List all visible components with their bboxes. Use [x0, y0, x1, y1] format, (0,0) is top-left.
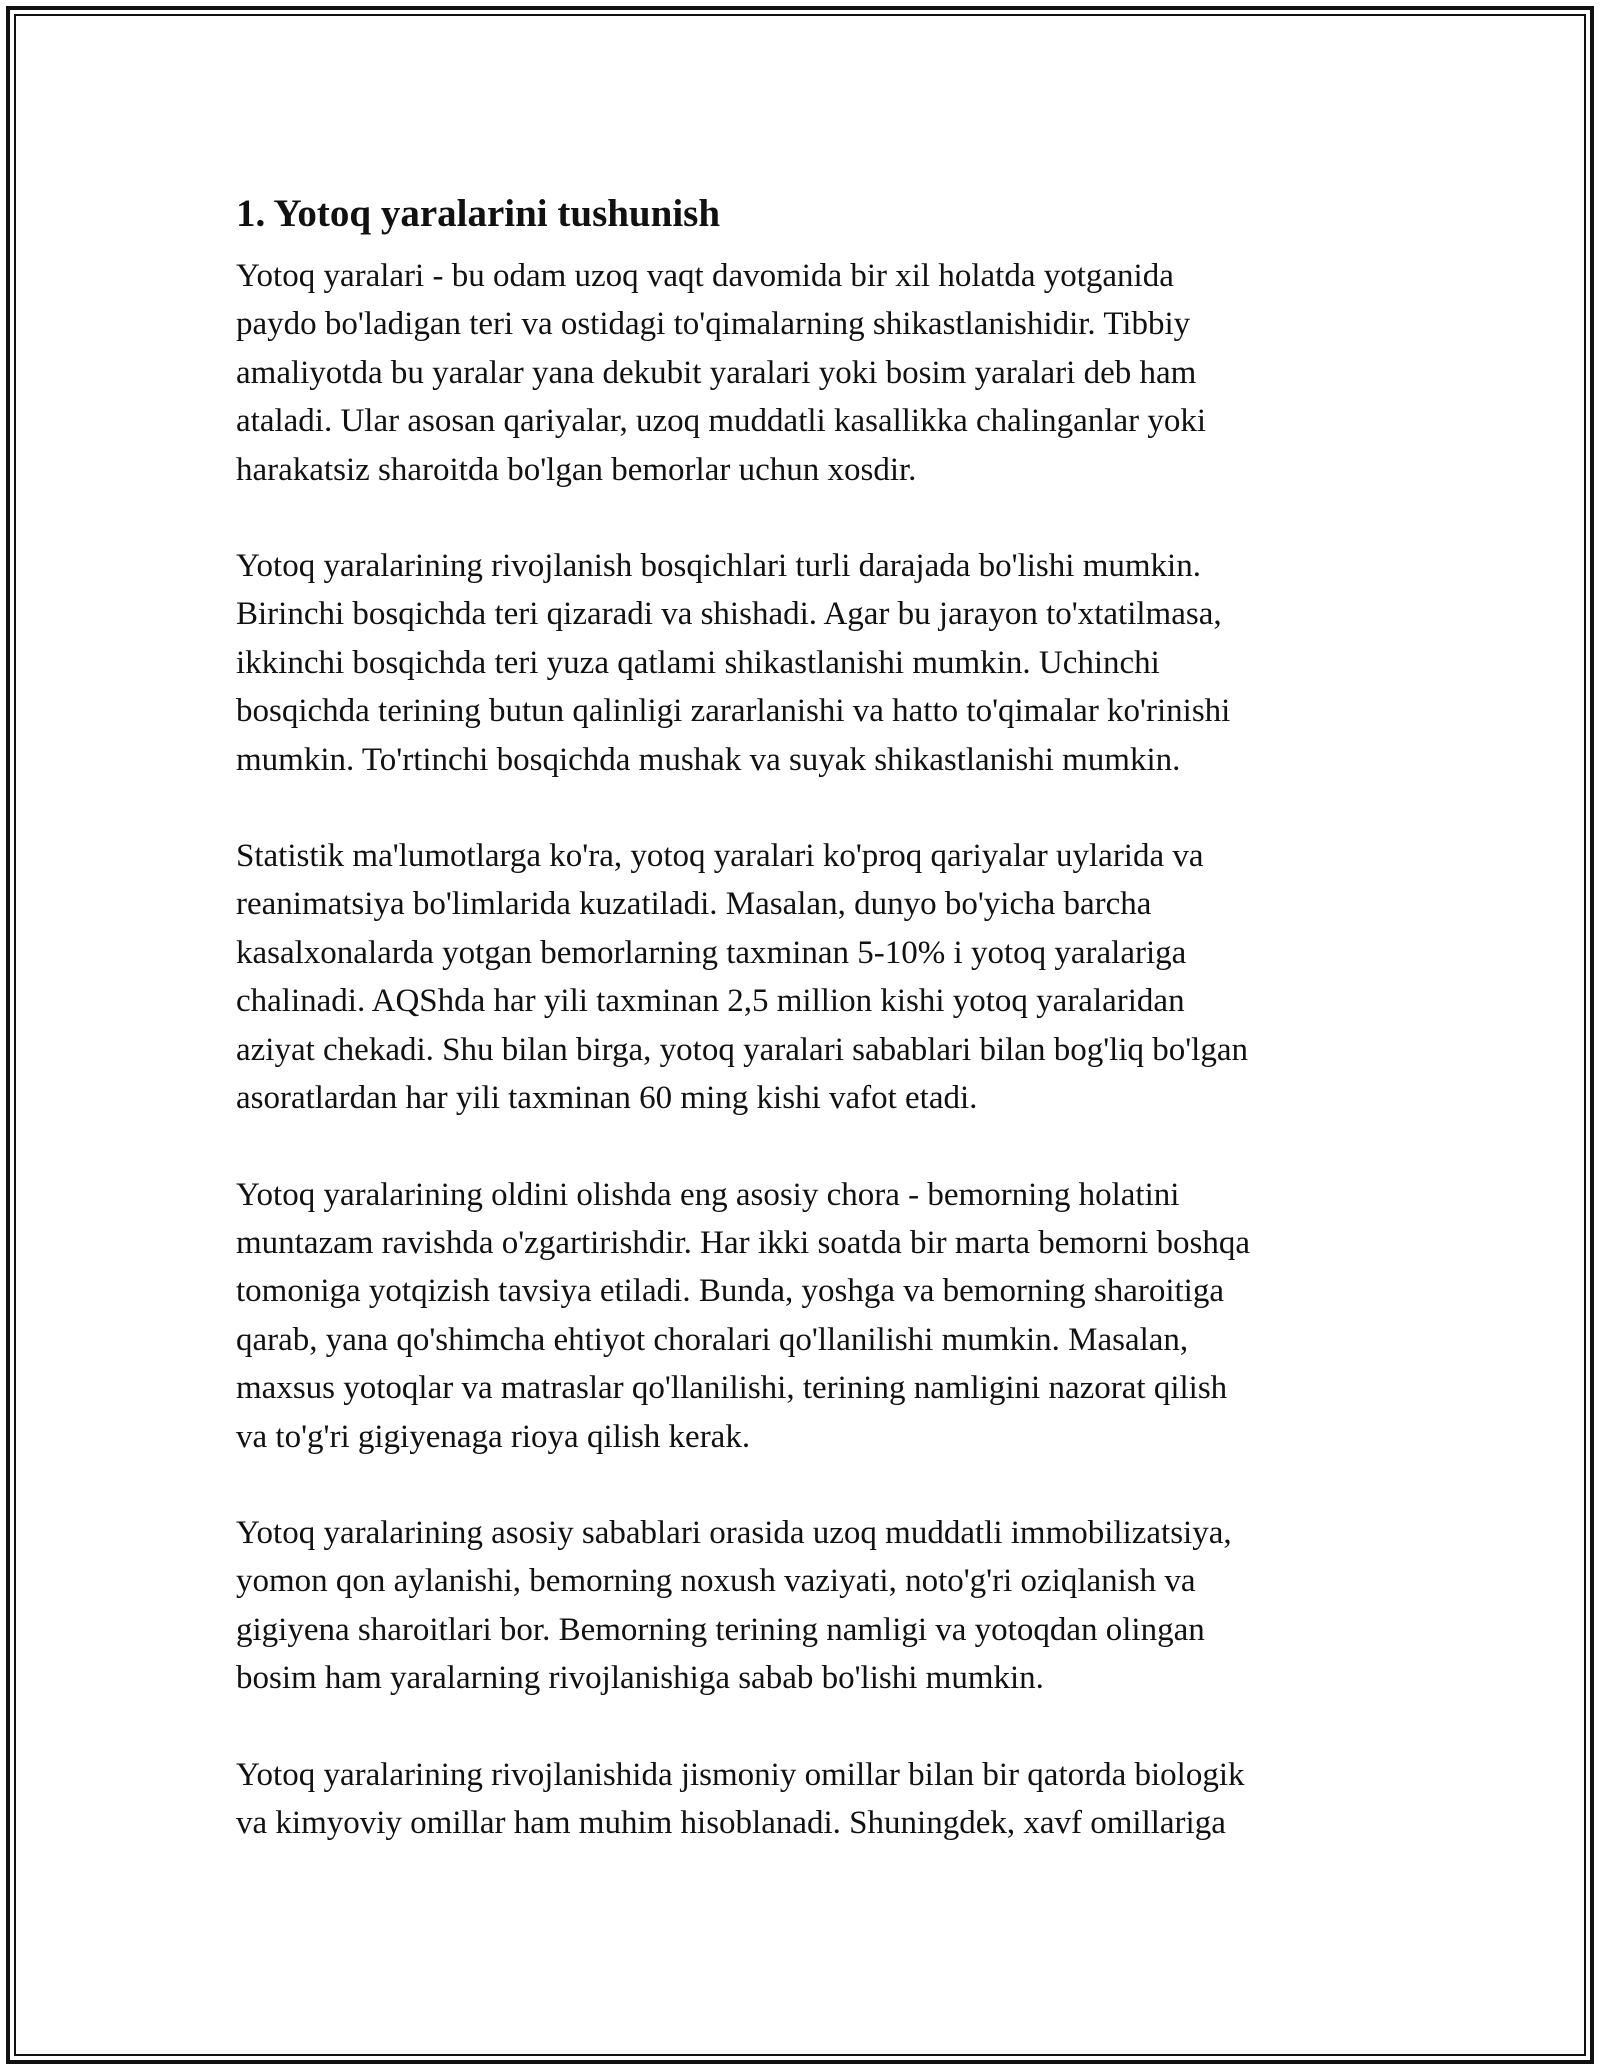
text-line: bosqichda terining butun qalinligi zararlanishi va hatto to'qimalar ko'rinishi: [236, 693, 1231, 730]
text-line: ikkinchi bosqichda teri yuza qatlami shikastlanishi mumkin. Uchinchi: [236, 644, 1160, 681]
text-line: Yotoq yaralarining asosiy sabablari orasida uzoq muddatli immobilizatsiya,: [236, 1514, 1232, 1551]
paragraph-statistics: [236, 832, 1376, 1122]
text-line: qarab, yana qo'shimcha ehtiyot choralari qo'llanilishi mumkin. Masalan,: [236, 1321, 1189, 1358]
paragraph-prevention: [236, 1171, 1376, 1461]
text-line: aziyat chekadi. Shu bilan birga, yotoq yaralari sabablari bilan bog'liq bo'lgan: [236, 1031, 1248, 1068]
text-line: ataladi. Ular asosan qariyalar, uzoq muddatli kasallikka chalinganlar yoki: [236, 403, 1207, 440]
text-line: gigiyena sharoitlari bor. Bemorning terining namligi va yotoqdan olingan: [236, 1611, 1205, 1648]
text-line: maxsus yotoqlar va matraslar qo'llanilishi, terining namligini nazorat qilish: [236, 1370, 1228, 1407]
text-line: bosim ham yaralarning rivojlanishiga sabab bo'lishi mumkin.: [236, 1660, 1044, 1697]
text-line: Yotoq yaralarining rivojlanishida jismoniy omillar bilan bir qatorda biologik: [236, 1756, 1245, 1793]
document-body: [236, 186, 1376, 1895]
text-line: amaliyotda bu yaralar yana dekubit yaralari yoki bosim yaralari deb ham: [236, 354, 1197, 391]
text-line: chalinadi. AQShda har yili taxminan 2,5 million kishi yotoq yaralaridan: [236, 983, 1185, 1020]
text-line: Birinchi bosqichda teri qizaradi va shishadi. Agar bu jarayon to'xtatilmasa,: [236, 596, 1222, 633]
paragraph-definition: [236, 252, 1376, 494]
text-line: kasalxonalarda yotgan bemorlarning taxminan 5-10% i yotoq yaralariga: [236, 934, 1187, 971]
text-line: Statistik ma'lumotlarga ko'ra, yotoq yaralari ko'proq qariyalar uylarida va: [236, 838, 1204, 875]
text-line: va kimyoviy omillar ham muhim hisoblanadi. Shuningdek, xavf omillariga: [236, 1804, 1226, 1841]
section-heading: 1. Yotoq yaralarini tushunish: [236, 192, 721, 235]
text-line: harakatsiz sharoitda bo'lgan bemorlar uchun xosdir.: [236, 451, 917, 488]
text-line: Yotoq yaralarining oldini olishda eng asosiy chora - bemorning holatini: [236, 1176, 1180, 1213]
paragraph-stages: [236, 542, 1376, 784]
text-line: Yotoq yaralari - bu odam uzoq vaqt davomida bir xil holatda yotganida: [236, 258, 1174, 294]
text-line: va to'g'ri gigiyenaga rioya qilish kerak.: [236, 1418, 751, 1455]
paragraph-factors: [236, 1751, 1376, 1848]
text-line: tomoniga yotqizish tavsiya etiladi. Bunda, yoshga va bemorning sharoitiga: [236, 1273, 1224, 1310]
text-line: reanimatsiya bo'limlarida kuzatiladi. Masalan, dunyo bo'yicha barcha: [236, 886, 1152, 923]
text-line: muntazam ravishda o'zgartirishdir. Har ikki soatda bir marta bemorni boshqa: [236, 1224, 1250, 1261]
text-line: mumkin. To'rtinchi bosqichda mushak va suyak shikastlanishi mumkin.: [236, 741, 1181, 778]
text-line: paydo bo'ladigan teri va ostidagi to'qimalarning shikastlanishidir. Tibbiy: [236, 306, 1191, 343]
text-line: asoratlardan har yili taxminan 60 ming kishi vafot etadi.: [236, 1080, 978, 1117]
paragraph-causes: [236, 1509, 1376, 1703]
text-line: yomon qon aylanishi, bemorning noxush vaziyati, noto'g'ri oziqlanish va: [236, 1563, 1196, 1600]
text-line: Yotoq yaralarining rivojlanish bosqichlari turli darajada bo'lishi mumkin.: [236, 548, 1201, 585]
